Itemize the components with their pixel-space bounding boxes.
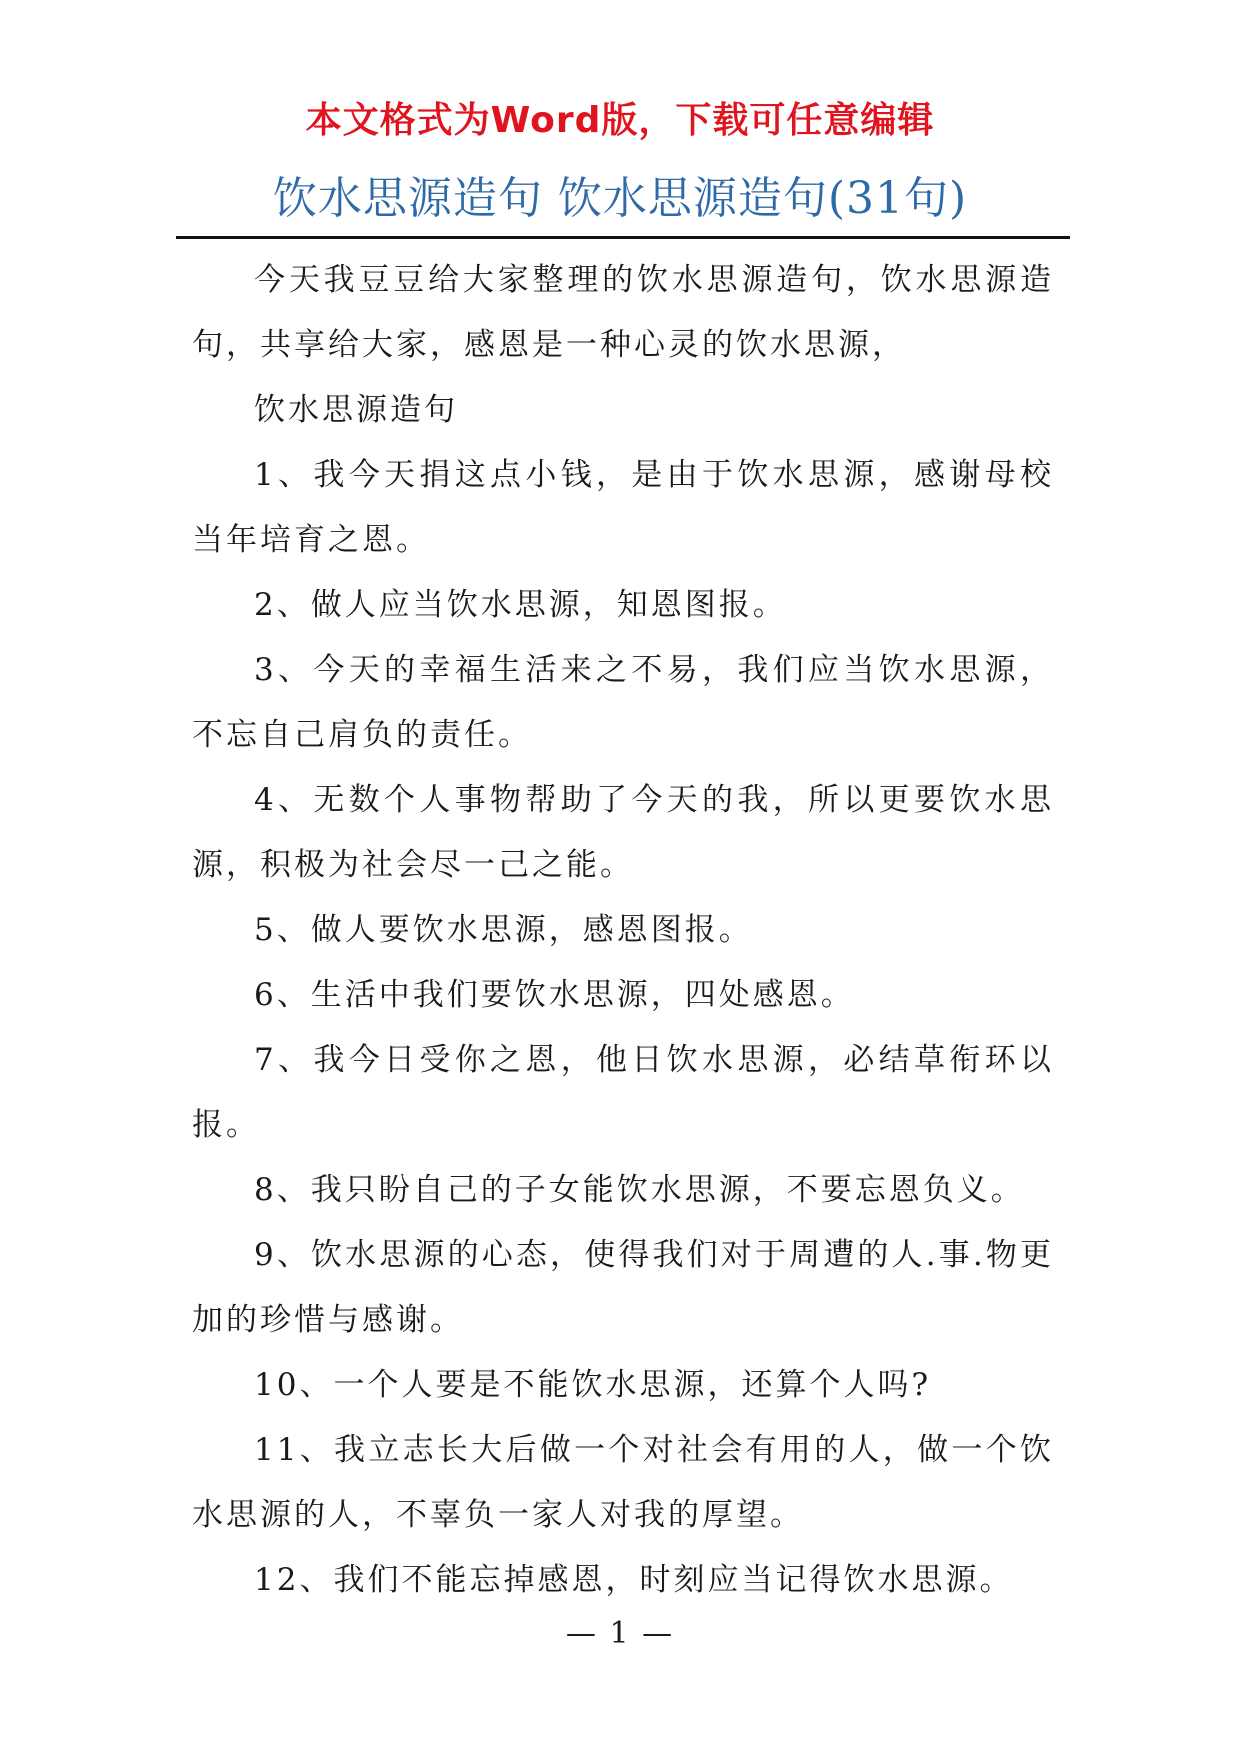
paragraph-subheading: 饮水思源造句 bbox=[254, 392, 458, 428]
title-divider bbox=[176, 236, 1070, 239]
sentence-item: 7、我今日受你之恩，他日饮水思源，必结草衔环以报。 bbox=[192, 1042, 1054, 1143]
sentence-item: 8、我只盼自己的子女能饮水思源，不要忘恩负义。 bbox=[254, 1172, 1025, 1208]
sentence-item: 1、我今天捐这点小钱，是由于饮水思源，感谢母校当年培育之恩。 bbox=[192, 457, 1054, 558]
document-body bbox=[192, 248, 1054, 1613]
sentence-item: 6、生活中我们要饮水思源，四处感恩。 bbox=[254, 977, 855, 1013]
sentence-item: 12、我们不能忘掉感恩，时刻应当记得饮水思源。 bbox=[254, 1562, 1014, 1598]
page-number: — 1 — bbox=[565, 1616, 675, 1651]
sentence-item: 11、我立志长大后做一个对社会有用的人，做一个饮水思源的人，不辜负一家人对我的厚望。 bbox=[192, 1432, 1054, 1533]
sentence-item: 2、做人应当饮水思源，知恩图报。 bbox=[254, 587, 787, 623]
sentence-item: 5、做人要饮水思源，感恩图报。 bbox=[254, 912, 753, 948]
sentence-item: 9、饮水思源的心态，使得我们对于周遭的人.事.物更加的珍惜与感谢。 bbox=[192, 1237, 1054, 1338]
sentence-item: 4、无数个人事物帮助了今天的我，所以更要饮水思源，积极为社会尽一己之能。 bbox=[192, 782, 1054, 883]
sentence-item: 3、今天的幸福生活来之不易，我们应当饮水思源，不忘自己肩负的责任。 bbox=[192, 652, 1054, 753]
document-title: 饮水思源造句 饮水思源造句(31句) bbox=[272, 173, 968, 224]
paragraph-intro: 今天我豆豆给大家整理的饮水思源造句，饮水思源造句，共享给大家，感恩是一种心灵的饮水思源， bbox=[192, 262, 1054, 363]
download-notice: 本文格式为Word版，下载可任意编辑 bbox=[305, 100, 935, 141]
sentence-item: 10、一个人要是不能饮水思源，还算个人吗? bbox=[254, 1367, 932, 1403]
